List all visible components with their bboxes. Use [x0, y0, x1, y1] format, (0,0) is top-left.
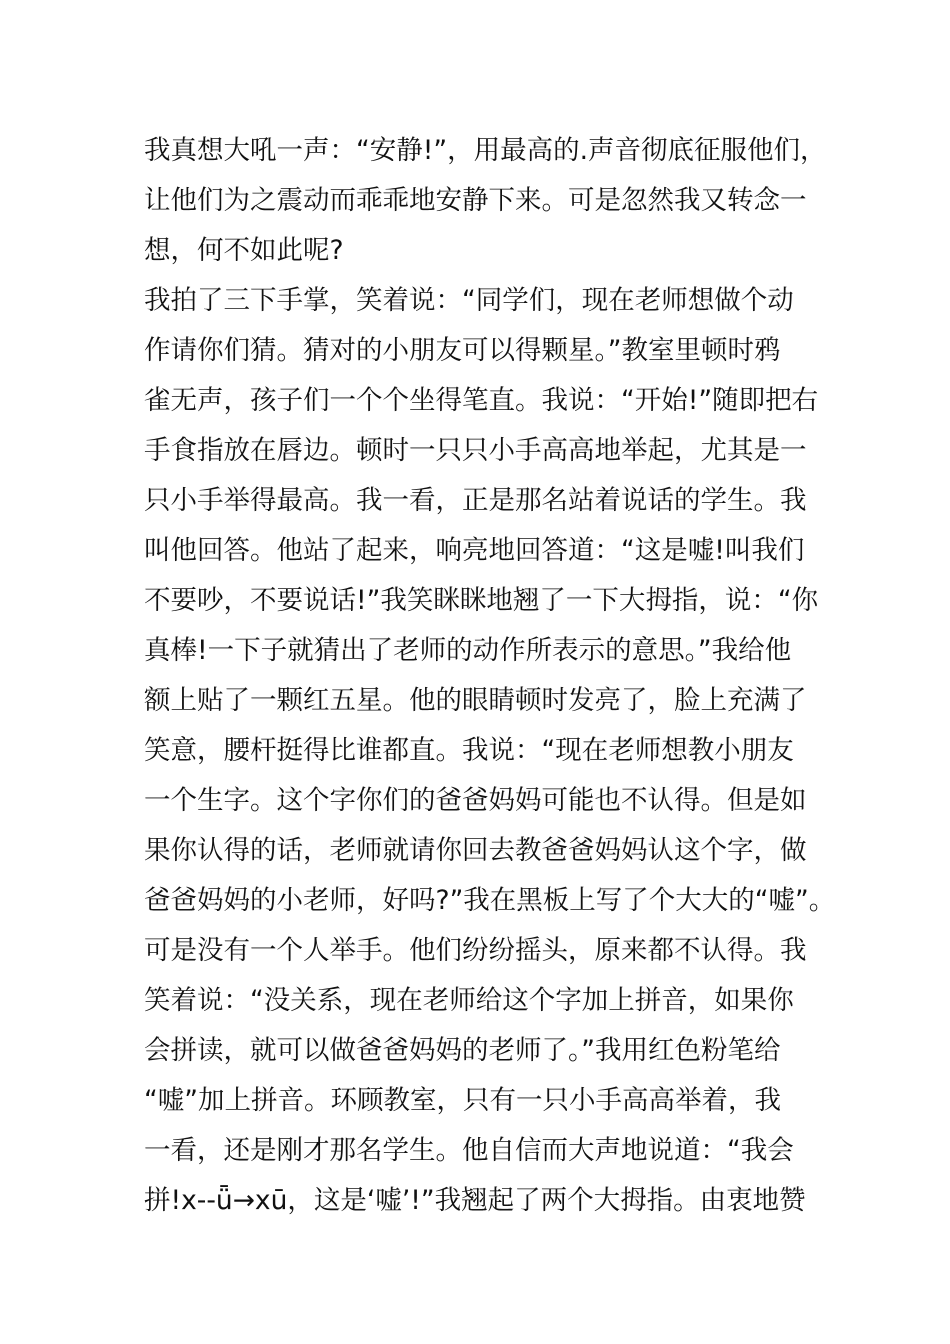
- text-line: 雀无声，孩子们一个个坐得笔直。我说：“开始!”随即把右: [144, 385, 819, 416]
- text-line: 叫他回答。他站了起来，响亮地回答道：“这是嘘!叫我们: [144, 535, 805, 566]
- text-line: 一个生字。这个字你们的爸爸妈妈可能也不认得。但是如: [144, 785, 807, 816]
- text-line: 果你认得的话，老师就请你回去教爸爸妈妈认这个字，做: [144, 835, 807, 866]
- body-text: [144, 126, 844, 1226]
- text-line: 爸爸妈妈的小老师，好吗?”我在黑板上写了个大大的“嘘”。: [144, 885, 836, 916]
- text-line: 手食指放在唇边。顿时一只只小手高高地举起，尤其是一: [144, 435, 807, 466]
- text-line: 让他们为之震动而乖乖地安静下来。可是忽然我又转念一: [144, 185, 807, 216]
- text-line: 我拍了三下手掌，笑着说：“同学们，现在老师想做个动: [144, 285, 794, 316]
- text-line: 拼!x--ǖ→xū，这是‘嘘’!”我翘起了两个大拇指。由衷地赞: [144, 1185, 806, 1216]
- text-line: 笑意，腰杆挺得比谁都直。我说：“现在老师想教小朋友: [144, 735, 794, 766]
- text-line: 一看，还是刚才那名学生。他自信而大声地说道：“我会: [144, 1135, 794, 1166]
- text-line: 不要吵，不要说话!”我笑眯眯地翘了一下大拇指，说：“你: [144, 585, 819, 616]
- text-line: 会拼读，就可以做爸爸妈妈的老师了。”我用红色粉笔给: [144, 1035, 781, 1066]
- text-line: 想，何不如此呢?: [144, 235, 344, 266]
- text-line: 作请你们猜。猜对的小朋友可以得颗星。”教室里顿时鸦: [144, 335, 781, 366]
- text-line: 只小手举得最高。我一看，正是那名站着说话的学生。我: [144, 485, 807, 516]
- text-line: 笑着说：“没关系，现在老师给这个字加上拼音，如果你: [144, 985, 794, 1016]
- text-line: “嘘”加上拼音。环顾教室，只有一只小手高高举着，我: [144, 1085, 781, 1116]
- text-line: 真棒!一下子就猜出了老师的动作所表示的意思。”我给他: [144, 635, 792, 666]
- text-line: 额上贴了一颗红五星。他的眼睛顿时发亮了，脸上充满了: [144, 685, 807, 716]
- text-line: 可是没有一个人举手。他们纷纷摇头，原来都不认得。我: [144, 935, 807, 966]
- text-line: 我真想大吼一声：“安静!”，用最高的.声音彻底征服他们，: [144, 135, 827, 166]
